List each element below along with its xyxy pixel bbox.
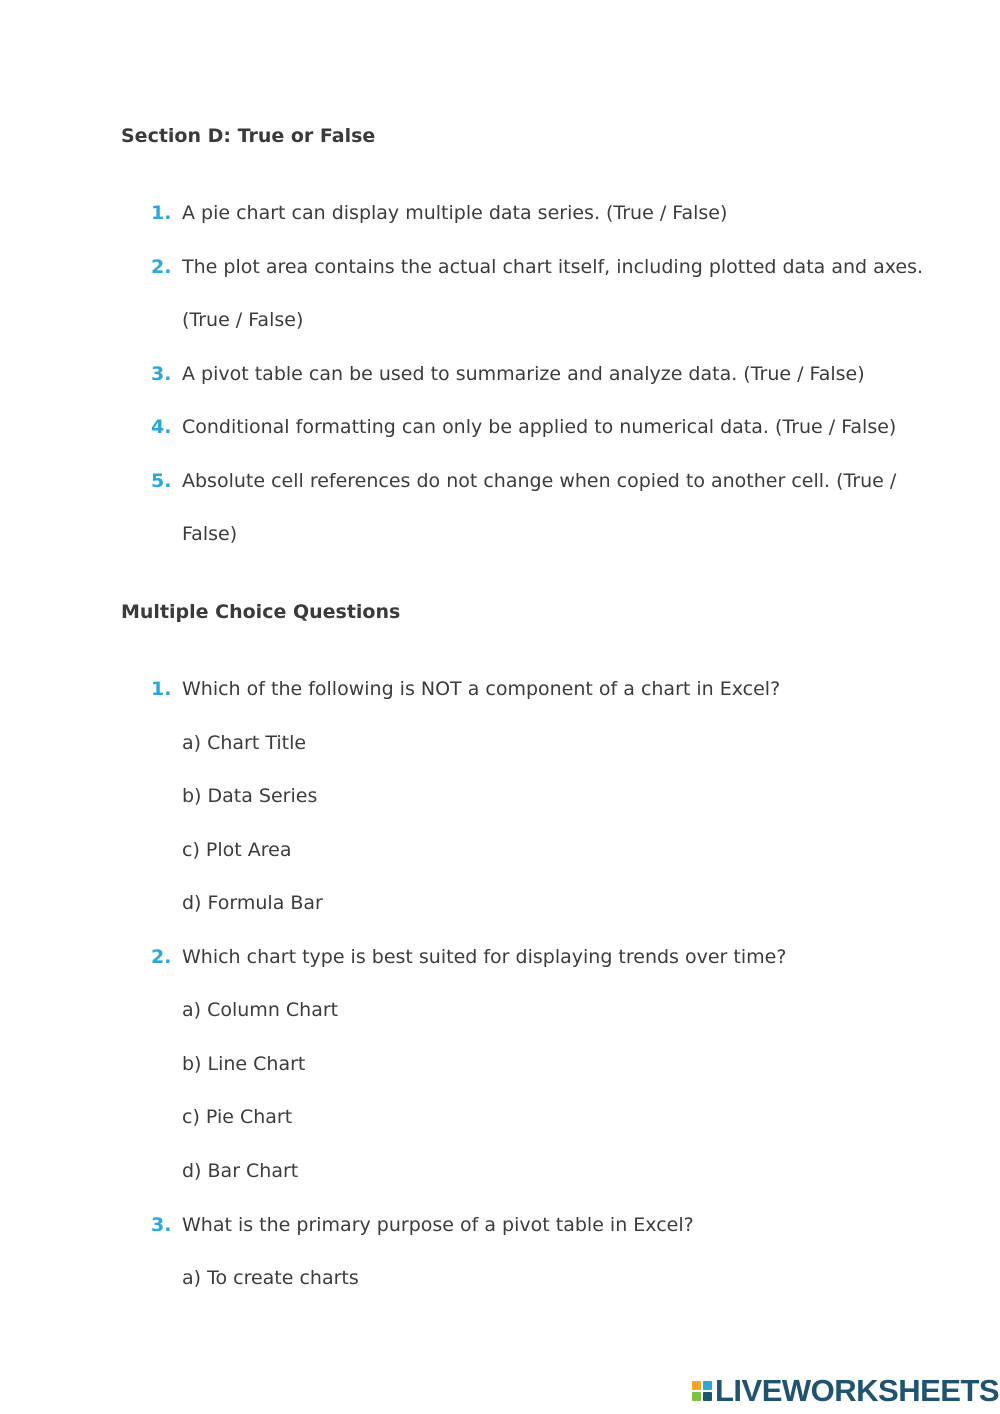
- tf-item-1-text: A pie chart can display multiple data series. (True / False): [182, 202, 728, 224]
- mcq-2-option-a: a) Column Chart: [182, 999, 339, 1021]
- mcq-3-number: 3.: [151, 1214, 172, 1236]
- tf-item-3-text: A pivot table can be used to summarize and analyze data. (True / False): [182, 363, 865, 385]
- mcq-1-question: Which of the following is NOT a component of a chart in Excel?: [182, 678, 781, 700]
- tf-item-4-text: Conditional formatting can only be applied to numerical data. (True / False): [182, 416, 897, 438]
- brand-name: LIVEWORKSHEETS: [715, 1373, 1000, 1408]
- tf-item-5-text: Absolute cell references do not change when copied to another cell. (True /: [182, 470, 897, 492]
- mcq-1-option-c: c) Plot Area: [182, 839, 292, 861]
- mcq-1-option-d: d) Formula Bar: [182, 892, 323, 914]
- tf-item-2-text: The plot area contains the actual chart itself, including plotted data and axes.: [182, 256, 924, 278]
- mcq-2-number: 2.: [151, 946, 172, 968]
- mcq-1-number: 1.: [151, 678, 172, 700]
- tf-item-2-text-cont: (True / False): [182, 309, 304, 331]
- liveworksheets-logo-icon: [692, 1381, 712, 1401]
- tf-item-3-number: 3.: [151, 363, 172, 385]
- tf-item-1-number: 1.: [151, 202, 172, 224]
- mcq-2-question: Which chart type is best suited for displaying trends over time?: [182, 946, 787, 968]
- section-d-heading: Section D: True or False: [121, 125, 376, 147]
- mcq-2-option-b: b) Line Chart: [182, 1053, 306, 1075]
- tf-item-5-number: 5.: [151, 470, 172, 492]
- mcq-1-option-a: a) Chart Title: [182, 732, 307, 754]
- liveworksheets-brand: [692, 1373, 1000, 1408]
- mcq-1-option-b: b) Data Series: [182, 785, 318, 807]
- mcq-3-option-a: a) To create charts: [182, 1267, 359, 1289]
- tf-item-2-number: 2.: [151, 256, 172, 278]
- mcq-3-question: What is the primary purpose of a pivot table in Excel?: [182, 1214, 694, 1236]
- tf-item-5-text-cont: False): [182, 523, 238, 545]
- mcq-heading: Multiple Choice Questions: [121, 601, 401, 623]
- tf-item-4-number: 4.: [151, 416, 172, 438]
- mcq-2-option-c: c) Pie Chart: [182, 1106, 293, 1128]
- mcq-2-option-d: d) Bar Chart: [182, 1160, 299, 1182]
